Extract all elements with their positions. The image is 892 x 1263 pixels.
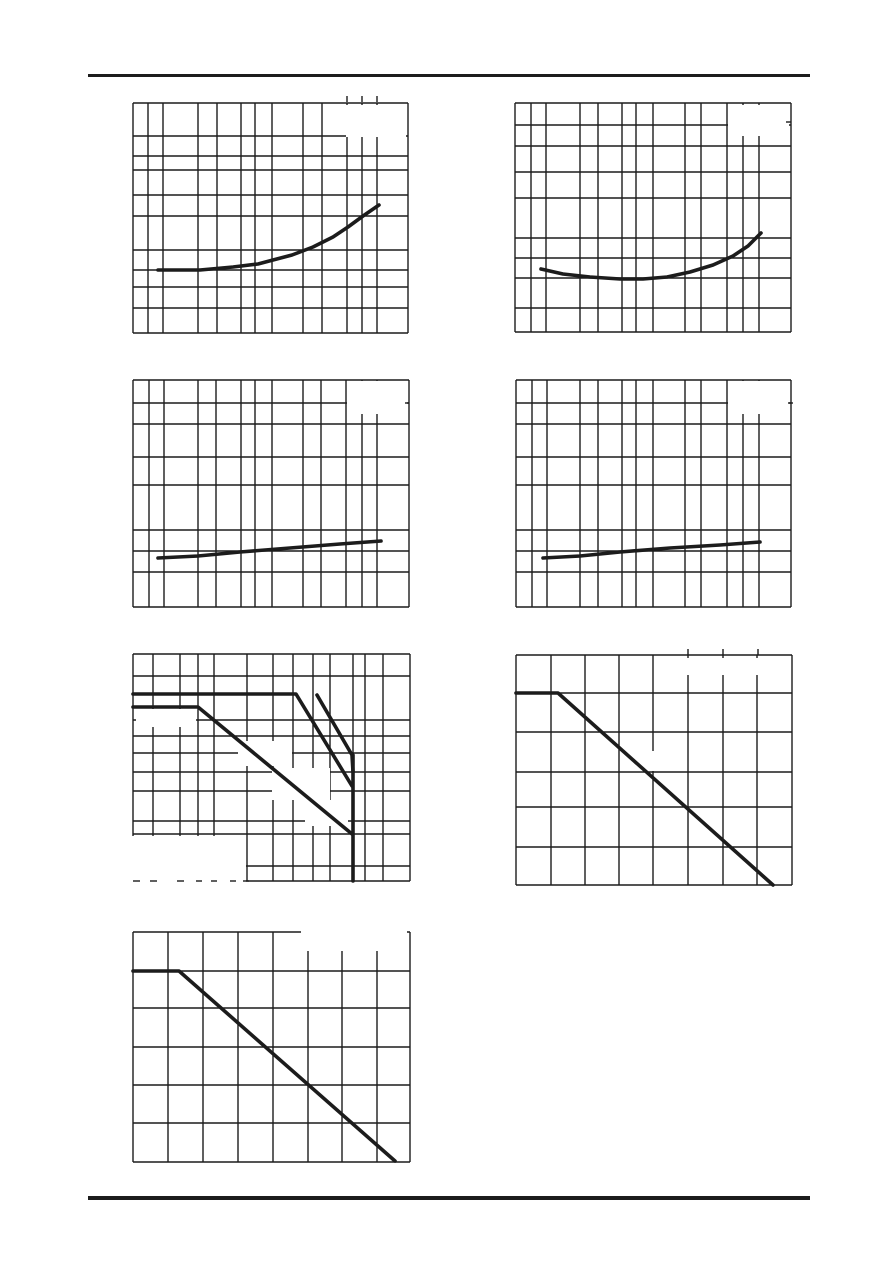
graph-4-label-gap <box>728 381 789 414</box>
graph-6-label-gap <box>656 658 790 675</box>
graph-5-label-gap <box>136 709 196 727</box>
graph-5-label-gap <box>272 768 330 800</box>
top-rule <box>88 74 810 77</box>
graph-2-label-gap <box>728 105 789 136</box>
graph-3-label-gap <box>347 381 407 414</box>
graph-7-label-gap <box>301 929 407 951</box>
graph-6-label-gap <box>641 751 687 771</box>
graph-1-label-gap <box>346 105 406 137</box>
bottom-rule <box>88 1196 810 1200</box>
graph-5-label-gap <box>131 836 246 885</box>
